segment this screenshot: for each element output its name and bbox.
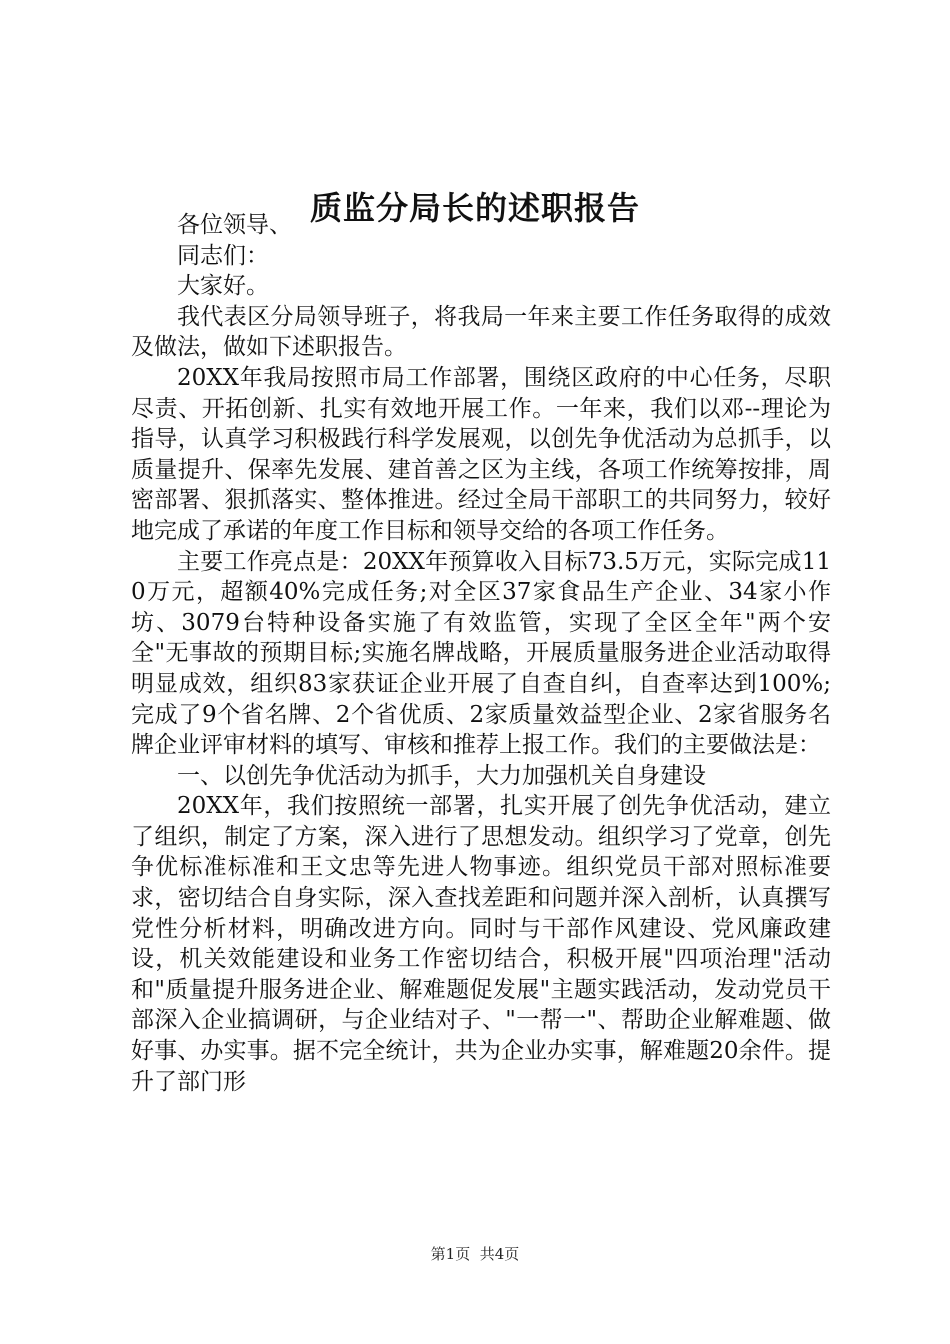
greeting: 大家好。 — [177, 273, 269, 300]
salutation-comrades: 同志们： — [177, 242, 269, 269]
page-footer — [0, 1244, 950, 1264]
overview-paragraph: 20XX年我局按照市局工作部署，围绕区政府的中心任务，尽职尽责、开拓创新、扎实有效地开展工作。一年来，我们以邓--理论为指导，认真学习积极践行科学发展观，以创先争优活动为总抓手，以质量提升、保率先发展、建首善之区为主线，各项工作统筹按排，周密部署、狠抓落实、整体推进。经过全局干部职工的共同努力，较好地完成了承诺的年度工作目标和领导交给的各项工作任务。 — [131, 364, 831, 544]
salutation-leaders: 各位领导、 — [177, 212, 292, 238]
section-heading-1: 一、以创先争优活动为抓手，大力加强机关自身建设 — [177, 762, 706, 789]
document-title: 质监分局长的述职报告 — [309, 189, 640, 227]
highlights-paragraph: 主要工作亮点是：20XX年预算收入目标73.5万元，实际完成110万元，超额40%完成任务;对全区37家食品生产企业、34家小作坊、3079台特种设备实施了有效监管，实现了全区全年"两个安全"无事故的预期目标;实施名牌战略，开展质量服务进企业活动取得明显成效，组织83家获证企业开展了自查自纠，自查率达到100%;完成了9个省名牌、2个省优质、2家质量效益型企业、2家省服务名牌企业评审材料的填写、审核和推荐上报工作。我们的主要做法是： — [131, 548, 831, 759]
page-number: 第1页 — [430, 1245, 471, 1263]
section-1-paragraph: 20XX年，我们按照统一部署，扎实开展了创先争优活动，建立了组织，制定了方案，深入进行了思想发动。组织学习了党章，创先争优标准标准和王文忠等先进人物事迹。组织党员干部对照标准要求，密切结合自身实际，深入查找差距和问题并深入剖析，认真撰写党性分析材料，明确改进方向。同时与干部作风建设、党风廉政建设，机关效能建设和业务工作密切结合，积极开展"四项治理"活动和"质量提升服务进企业、解难题促发展"主题实践活动，发动党员干部深入企业搞调研，与企业结对子、"一帮一"、帮助企业解难题、做好事、办实事。据不完全统计，共为企业办实事，解难题20余件。提升了部门形 — [131, 793, 831, 1095]
page-total: 共4页 — [479, 1245, 520, 1263]
document-body — [131, 210, 831, 1097]
intro-paragraph: 我代表区分局领导班子，将我局一年来主要工作任务取得的成效及做法，做如下述职报告。 — [131, 303, 831, 361]
